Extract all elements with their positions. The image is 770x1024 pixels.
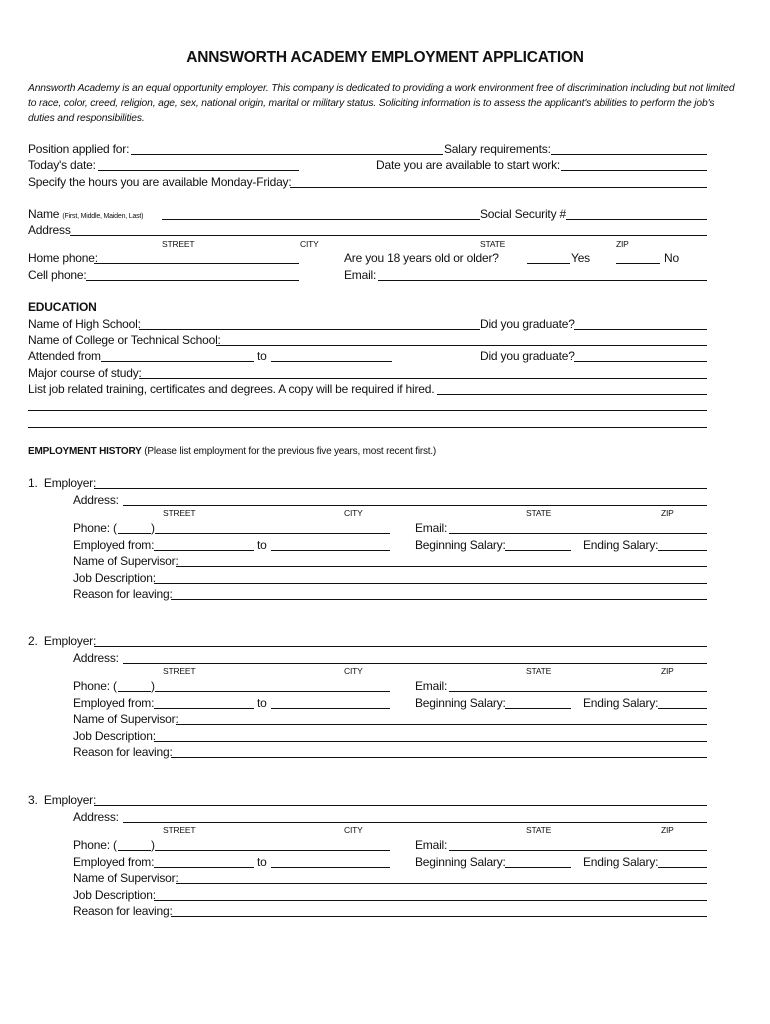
- training-field-3[interactable]: [28, 427, 707, 428]
- age-no-label: No: [664, 251, 679, 265]
- employer-street-caption: STREET: [163, 825, 196, 835]
- employer-email-label: Email:: [415, 838, 448, 852]
- job-description-label: Job Description:: [73, 571, 156, 585]
- employer-state-caption: STATE: [526, 508, 552, 518]
- employer-email-field[interactable]: [449, 691, 707, 692]
- employer-phone-close: ): [151, 521, 155, 535]
- job-description-field[interactable]: [154, 900, 707, 901]
- supervisor-field[interactable]: [176, 724, 707, 725]
- hours-label: Specify the hours you are available Monday-Friday:: [28, 175, 292, 189]
- employer-field[interactable]: [94, 488, 707, 489]
- employed-to-label: to: [257, 538, 267, 552]
- employer-entry-3: [0, 793, 770, 943]
- employer-label: 3. Employer:: [28, 793, 97, 807]
- reason-label: Reason for leaving:: [73, 904, 173, 918]
- major-label: Major course of study:: [28, 366, 142, 380]
- employer-zip-caption: ZIP: [661, 508, 674, 518]
- supervisor-label: Name of Supervisor:: [73, 871, 179, 885]
- supervisor-label: Name of Supervisor:: [73, 712, 179, 726]
- form-title: ANNSWORTH ACADEMY EMPLOYMENT APPLICATION: [186, 49, 584, 66]
- ending-salary-label: Ending Salary:: [583, 855, 659, 869]
- beginning-salary-field[interactable]: [505, 550, 571, 551]
- employer-city-caption: CITY: [344, 666, 363, 676]
- training-label: List job related training, certificates and degrees. A copy will be required if hired.: [28, 382, 435, 396]
- name-field[interactable]: [162, 219, 480, 220]
- employer-label: 1. Employer:: [28, 476, 97, 490]
- address-field[interactable]: [70, 235, 707, 236]
- employed-from-label: Employed from:: [73, 538, 155, 552]
- employer-address-field[interactable]: [123, 505, 707, 506]
- salary-requirements-label: Salary requirements:: [444, 142, 551, 156]
- ssn-field[interactable]: [566, 219, 707, 220]
- employer-zip-caption: ZIP: [661, 666, 674, 676]
- employer-number: 1.: [28, 476, 38, 490]
- age-question-label: Are you 18 years old or older?: [344, 251, 499, 265]
- name-hint: (First, Middle, Maiden, Last): [62, 213, 144, 220]
- job-description-label: Job Description:: [73, 729, 156, 743]
- address-label: Address: [28, 223, 71, 237]
- employer-email-label: Email:: [415, 679, 448, 693]
- beginning-salary-label: Beginning Salary:: [415, 696, 506, 710]
- college-field[interactable]: [216, 345, 707, 346]
- beginning-salary-field[interactable]: [505, 867, 571, 868]
- employer-email-label: Email:: [415, 521, 448, 535]
- job-description-label: Job Description:: [73, 888, 156, 902]
- employer-street-caption: STREET: [163, 666, 196, 676]
- job-description-field[interactable]: [154, 583, 707, 584]
- employer-state-caption: STATE: [526, 666, 552, 676]
- employer-label: 2. Employer:: [28, 634, 97, 648]
- graduate-2-field[interactable]: [574, 361, 707, 362]
- employer-field[interactable]: [94, 805, 707, 806]
- cell-phone-label: Cell phone:: [28, 268, 87, 282]
- high-school-field[interactable]: [139, 329, 480, 330]
- reason-label: Reason for leaving:: [73, 745, 173, 759]
- state-caption: STATE: [480, 239, 506, 249]
- employer-state-caption: STATE: [526, 825, 552, 835]
- salary-requirements-field[interactable]: [551, 154, 707, 155]
- employed-from-label: Employed from:: [73, 855, 155, 869]
- employer-address-label: Address:: [73, 810, 119, 824]
- employer-address-field[interactable]: [123, 663, 707, 664]
- ending-salary-field[interactable]: [658, 867, 707, 868]
- home-phone-field[interactable]: [94, 263, 299, 264]
- ending-salary-field[interactable]: [658, 550, 707, 551]
- attended-from-label: Attended from: [28, 349, 101, 363]
- street-caption: STREET: [162, 239, 195, 249]
- todays-date-field[interactable]: [98, 170, 299, 171]
- intro-paragraph: Annsworth Academy is an equal opportunity employer. This company is dedicated to providing a work environment free of discrimination including but not limited to race, color, creed, religion, age, sex, national origin, marital or military status. Soliciting information is to assess the applicant's abilities to perform the job's duties and responsibilities.: [28, 83, 735, 124]
- email-field[interactable]: [378, 280, 707, 281]
- start-date-field[interactable]: [561, 170, 707, 171]
- employer-phone-label: Phone: (: [73, 679, 117, 693]
- training-field-2[interactable]: [28, 410, 707, 411]
- employer-zip-caption: ZIP: [661, 825, 674, 835]
- employer-email-field[interactable]: [449, 533, 707, 534]
- hours-field[interactable]: [290, 187, 707, 188]
- city-caption: CITY: [300, 239, 319, 249]
- employer-area-code-field[interactable]: [118, 533, 151, 534]
- reason-field[interactable]: [171, 599, 707, 600]
- ending-salary-label: Ending Salary:: [583, 538, 659, 552]
- job-description-field[interactable]: [154, 741, 707, 742]
- beginning-salary-label: Beginning Salary:: [415, 538, 506, 552]
- reason-label: Reason for leaving:: [73, 587, 173, 601]
- attended-to-label: to: [257, 349, 267, 363]
- supervisor-field[interactable]: [176, 883, 707, 884]
- employed-to-field[interactable]: [271, 550, 390, 551]
- employment-heading-note: (Please list employment for the previous five years, most recent first.): [144, 446, 437, 457]
- employed-to-label: to: [257, 855, 267, 869]
- employer-area-code-field[interactable]: [118, 850, 151, 851]
- ending-salary-label: Ending Salary:: [583, 696, 659, 710]
- reason-field[interactable]: [171, 757, 707, 758]
- position-applied-label: Position applied for:: [28, 142, 130, 156]
- employer-entry-2: [0, 634, 770, 784]
- employer-phone-field[interactable]: [155, 691, 390, 692]
- attended-from-field[interactable]: [101, 361, 254, 362]
- ending-salary-field[interactable]: [658, 708, 707, 709]
- reason-field[interactable]: [171, 916, 707, 917]
- employer-phone-close: ): [151, 679, 155, 693]
- ssn-label: Social Security #: [480, 207, 566, 221]
- major-field[interactable]: [139, 378, 707, 379]
- employer-field[interactable]: [94, 646, 707, 647]
- college-label: Name of College or Technical School:: [28, 333, 221, 347]
- employer-address-label: Address:: [73, 651, 119, 665]
- education-heading: EDUCATION: [28, 300, 97, 314]
- employer-phone-close: ): [151, 838, 155, 852]
- employed-from-field[interactable]: [154, 550, 254, 551]
- high-school-label: Name of High School:: [28, 317, 141, 331]
- employer-entry-1: [0, 476, 770, 626]
- attended-to-field[interactable]: [271, 361, 392, 362]
- employer-email-field[interactable]: [449, 850, 707, 851]
- todays-date-label: Today's date:: [28, 158, 96, 172]
- employed-to-label: to: [257, 696, 267, 710]
- employer-phone-field[interactable]: [155, 533, 390, 534]
- supervisor-label: Name of Supervisor:: [73, 554, 179, 568]
- employer-address-field[interactable]: [123, 822, 707, 823]
- graduate-2-label: Did you graduate?: [480, 349, 575, 363]
- position-applied-field[interactable]: [131, 154, 443, 155]
- employed-to-field[interactable]: [271, 867, 390, 868]
- graduate-1-field[interactable]: [574, 329, 707, 330]
- zip-caption: ZIP: [616, 239, 629, 249]
- employed-from-field[interactable]: [154, 867, 254, 868]
- employed-from-field[interactable]: [154, 708, 254, 709]
- employer-number: 3.: [28, 793, 38, 807]
- cell-phone-field[interactable]: [86, 280, 299, 281]
- beginning-salary-field[interactable]: [505, 708, 571, 709]
- age-no-field[interactable]: [616, 263, 660, 264]
- employed-to-field[interactable]: [271, 708, 390, 709]
- beginning-salary-label: Beginning Salary:: [415, 855, 506, 869]
- employer-city-caption: CITY: [344, 508, 363, 518]
- graduate-1-label: Did you graduate?: [480, 317, 575, 331]
- supervisor-field[interactable]: [176, 566, 707, 567]
- employer-number: 2.: [28, 634, 38, 648]
- training-field-1[interactable]: [437, 394, 707, 395]
- employer-address-label: Address:: [73, 493, 119, 507]
- name-label: Name (First, Middle, Maiden, Last): [28, 207, 144, 221]
- email-label: Email:: [344, 268, 377, 282]
- employer-street-caption: STREET: [163, 508, 196, 518]
- employed-from-label: Employed from:: [73, 696, 155, 710]
- home-phone-label: Home phone:: [28, 251, 98, 265]
- age-yes-field[interactable]: [527, 263, 570, 264]
- employer-area-code-field[interactable]: [118, 691, 151, 692]
- employer-phone-label: Phone: (: [73, 838, 117, 852]
- employment-heading: EMPLOYMENT HISTORY (Please list employment for the previous five years, most recent first.): [28, 446, 437, 457]
- start-date-label: Date you are available to start work:: [376, 158, 561, 172]
- employer-phone-label: Phone: (: [73, 521, 117, 535]
- age-yes-label: Yes: [571, 251, 590, 265]
- employer-city-caption: CITY: [344, 825, 363, 835]
- employer-phone-field[interactable]: [155, 850, 390, 851]
